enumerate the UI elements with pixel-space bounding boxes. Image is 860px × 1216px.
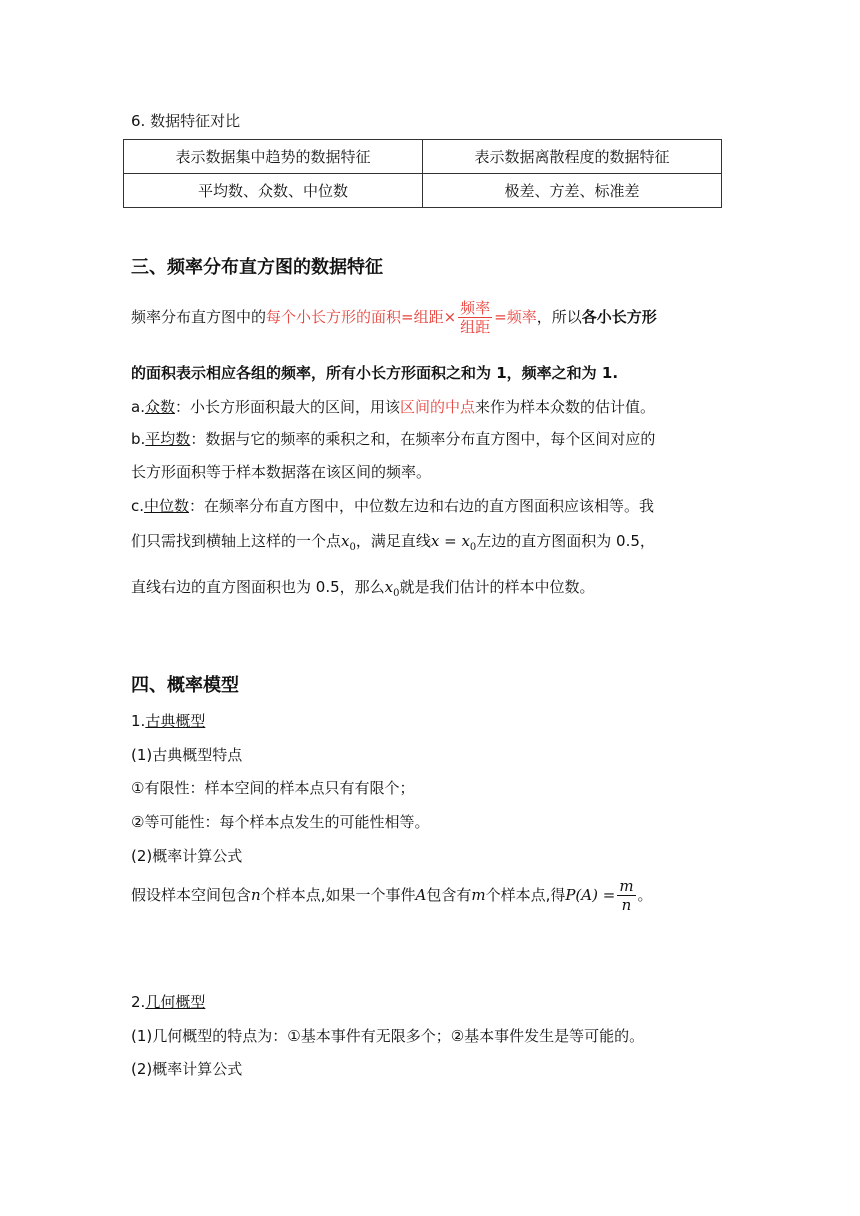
m-over-n-fraction: $\frac{m}{n}$ [619, 877, 634, 914]
geometric-model-title: 2.几何概型 [131, 993, 206, 1011]
mean-term: 平均数 [145, 430, 191, 448]
classical-formula-line: 假设样本空间包含n个样本点,如果一个事件A包含有m个样本点,得P(A) = $\frac{m}{n}$ 。 [131, 877, 653, 914]
section-6-title: 6. 数据特征对比 [131, 112, 241, 130]
finiteness-item: ①有限性：样本空间的样本点只有有限个； [131, 779, 415, 797]
median-item-line-3: 直线右边的直方图面积也为 0.5，那么$x_0$就是我们估计的样本中位数。 [131, 578, 595, 599]
table-row [124, 140, 722, 174]
geometric-features: (1)几何概型的特点为：①基本事件有无限多个；②基本事件发生是等可能的。 [131, 1027, 645, 1045]
table-header-central: 表示数据集中趋势的数据特征 [124, 140, 423, 174]
table-header-dispersion: 表示数据离散程度的数据特征 [423, 140, 722, 174]
mean-item-cont: 长方形面积等于样本数据落在该区间的频率。 [131, 463, 432, 481]
frequency-over-width-fraction: $\frac{\text{频率}}{\text{组距}}$ [460, 299, 491, 336]
equation-x-eq-x0: $x = x_0$ [430, 532, 477, 553]
classical-model-title: 1.古典概型 [131, 712, 206, 730]
median-term: 中位数 [144, 497, 190, 515]
mode-item: a.众数：小长方形面积最大的区间，用该区间的中点来作为样本众数的估计值。 [131, 398, 656, 416]
table-row [124, 174, 722, 208]
classical-formula-title: (2)概率计算公式 [131, 847, 243, 865]
table-cell-dispersion: 极差、方差、标准差 [423, 174, 722, 208]
histogram-paragraph-line-1: 频率分布直方图中的每个小长方形的面积=组距× $\frac{\text{频率}}{\text{组距}}$ =频率，所以各小长方形 [131, 299, 657, 336]
feature-comparison-table [123, 139, 722, 208]
median-item-line-2: 们只需找到横轴上这样的一个点$x_0$，满足直线$x = x_0$左边的直方图面积为 0.5， [131, 532, 655, 553]
equal-likelihood-item: ②等可能性：每个样本点发生的可能性相等。 [131, 813, 430, 831]
section-4-heading: 四、概率模型 [131, 675, 239, 696]
classical-features-title: (1)古典概型特点 [131, 746, 243, 764]
mean-item: b.平均数：数据与它的频率的乘积之和，在频率分布直方图中，每个区间对应的 [131, 430, 656, 448]
table-cell-central: 平均数、众数、中位数 [124, 174, 423, 208]
median-item: c.中位数：在频率分布直方图中，中位数左边和右边的直方图面积应该相等。我 [131, 497, 655, 515]
geometric-formula-title: (2)概率计算公式 [131, 1060, 243, 1078]
histogram-paragraph-line-2: 的面积表示相应各组的频率，所有小长方形面积之和为 1，频率之和为 1. [131, 364, 619, 382]
section-3-heading: 三、频率分布直方图的数据特征 [131, 257, 383, 278]
mode-term: 众数 [144, 398, 175, 416]
probability-formula: P(A) = [565, 886, 616, 904]
